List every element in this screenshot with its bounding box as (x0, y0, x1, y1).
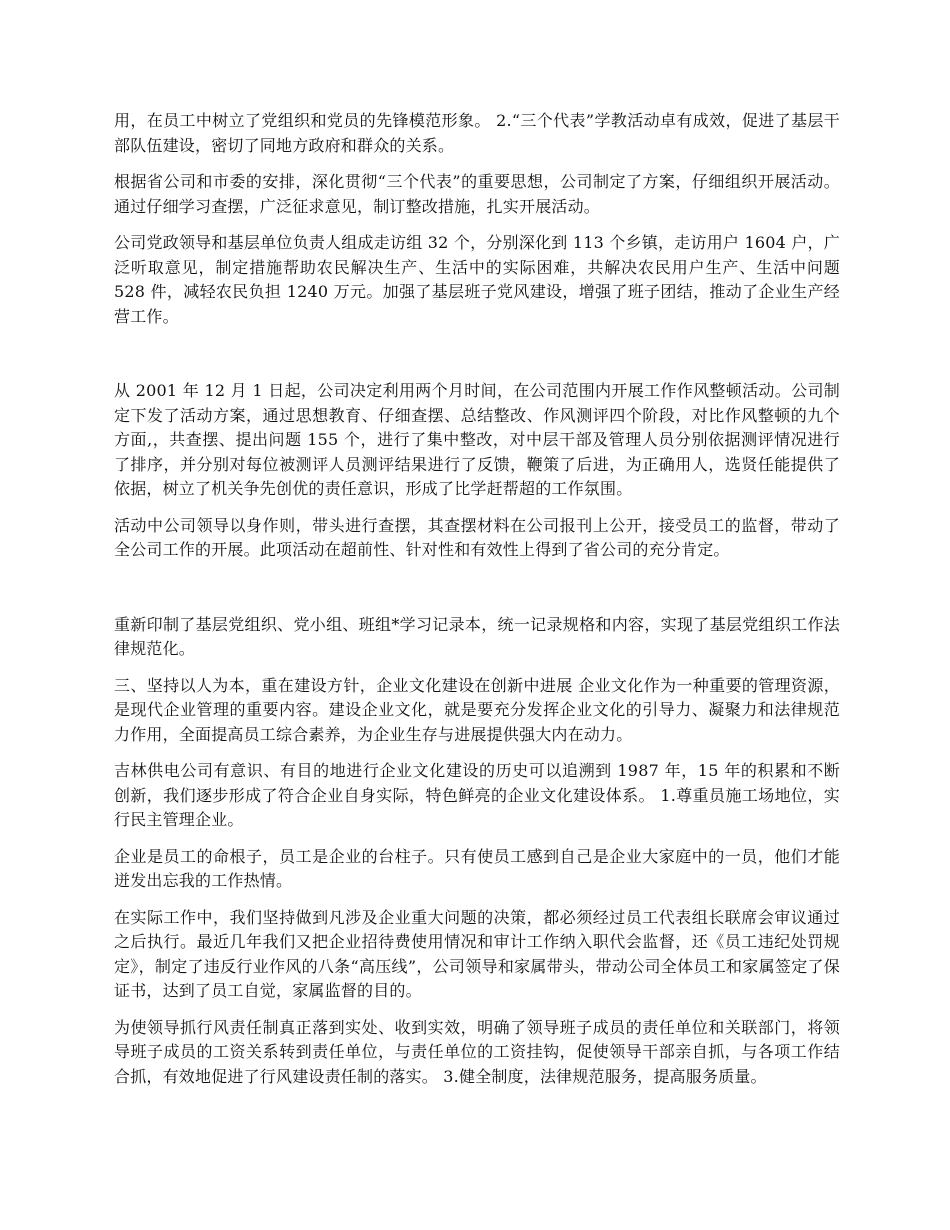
section-gap (114, 341, 840, 379)
paragraph: 企业是员工的命根子，员工是企业的台柱子。只有使员工感到自己是企业大家庭中的一员，他们才能迸发出忘我的工作热情。 (114, 846, 840, 890)
paragraph: 在实际工作中，我们坚持做到凡涉及企业重大问题的决策，都必须经过员工代表组长联席会审议通过之后执行。最近几年我们又把企业招待费使用情况和审计工作纳入职代会监督，还《员工违纪处罚规定》，制定了违反行业作风的八条“高压线”，公司领导和家属带头，带动公司全体员工和家属签定了保证书，达到了员工自觉，家属监督的目的。 (114, 907, 840, 1000)
document-page (114, 109, 840, 1101)
paragraph: 三、坚持以人为本，重在建设方针，企业文化建设在创新中进展 企业文化作为一种重要的管理资源，是现代企业管理的重要内容。建设企业文化，就是要充分发挥企业文化的引导力、凝聚力和法律规范力作用，全面提高员工综合素养，为企业生存与进展提供强大内在动力。 (114, 675, 840, 744)
paragraph: 重新印制了基层党组织、党小组、班组*学习记录本，统一记录规格和内容，实现了基层党组织工作法律规范化。 (114, 614, 840, 658)
paragraph: 公司党政领导和基层单位负责人组成走访组 32 个，分别深化到 113 个乡镇，走访用户 1604 户，广泛听取意见，制定措施帮助农民解决生产、生活中的实际困难，共解决农民用户生产、生活中问题 528 件，减轻农民负担 1240 万元。加强了基层班子党风建设，增强了班子团结，推动了企业生产经营工作。 (114, 233, 840, 326)
section-gap (114, 575, 840, 613)
paragraph: 根据省公司和市委的安排，深化贯彻“三个代表”的重要思想，公司制定了方案，仔细组织开展活动。通过仔细学习查摆，广泛征求意见，制订整改措施，扎实开展活动。 (114, 172, 840, 216)
paragraph: 从 2001 年 12 月 1 日起，公司决定利用两个月时间，在公司范围内开展工作作风整顿活动。公司制定下发了活动方案，通过思想教育、仔细查摆、总结整改、作风测评四个阶段，对比作风整顿的九个方面,，共查摆、提出问题 155 个，进行了集中整改，对中层干部及管理人员分别依据测评情况进行了排序，并分别对每位被测评人员测评结果进行了反馈，鞭策了后进，为正确用人，选贤任能提供了依据，树立了机关争先创优的责任意识，形成了比学赶帮超的工作氛围。 (114, 381, 840, 498)
paragraph: 用，在员工中树立了党组织和党员的先锋模范形象。 2.“三个代表”学教活动卓有成效，促进了基层干部队伍建设，密切了同地方政府和群众的关系。 (114, 111, 840, 155)
paragraph: 吉林供电公司有意识、有目的地进行企业文化建设的历史可以追溯到 1987 年，15 年的积累和不断创新，我们逐步形成了符合企业自身实际，特色鲜亮的企业文化建设体系。 1.尊重员施工场地位，实行民主管理企业。 (114, 761, 840, 829)
paragraph: 活动中公司领导以身作则，带头进行查摆，其查摆材料在公司报刊上公开，接受员工的监督，带动了全公司工作的开展。此项活动在超前性、针对性和有效性上得到了省公司的充分肯定。 (114, 515, 840, 559)
paragraph: 为使领导抓行风责任制真正落到实处、收到实效，明确了领导班子成员的责任单位和关联部门，将领导班子成员的工资关系转到责任单位，与责任单位的工资挂钩，促使领导干部亲自抓，与各项工作结合抓，有效地促进了行风建设责任制的落实。 3.健全制度，法律规范服务，提高服务质量。 (114, 1017, 840, 1086)
